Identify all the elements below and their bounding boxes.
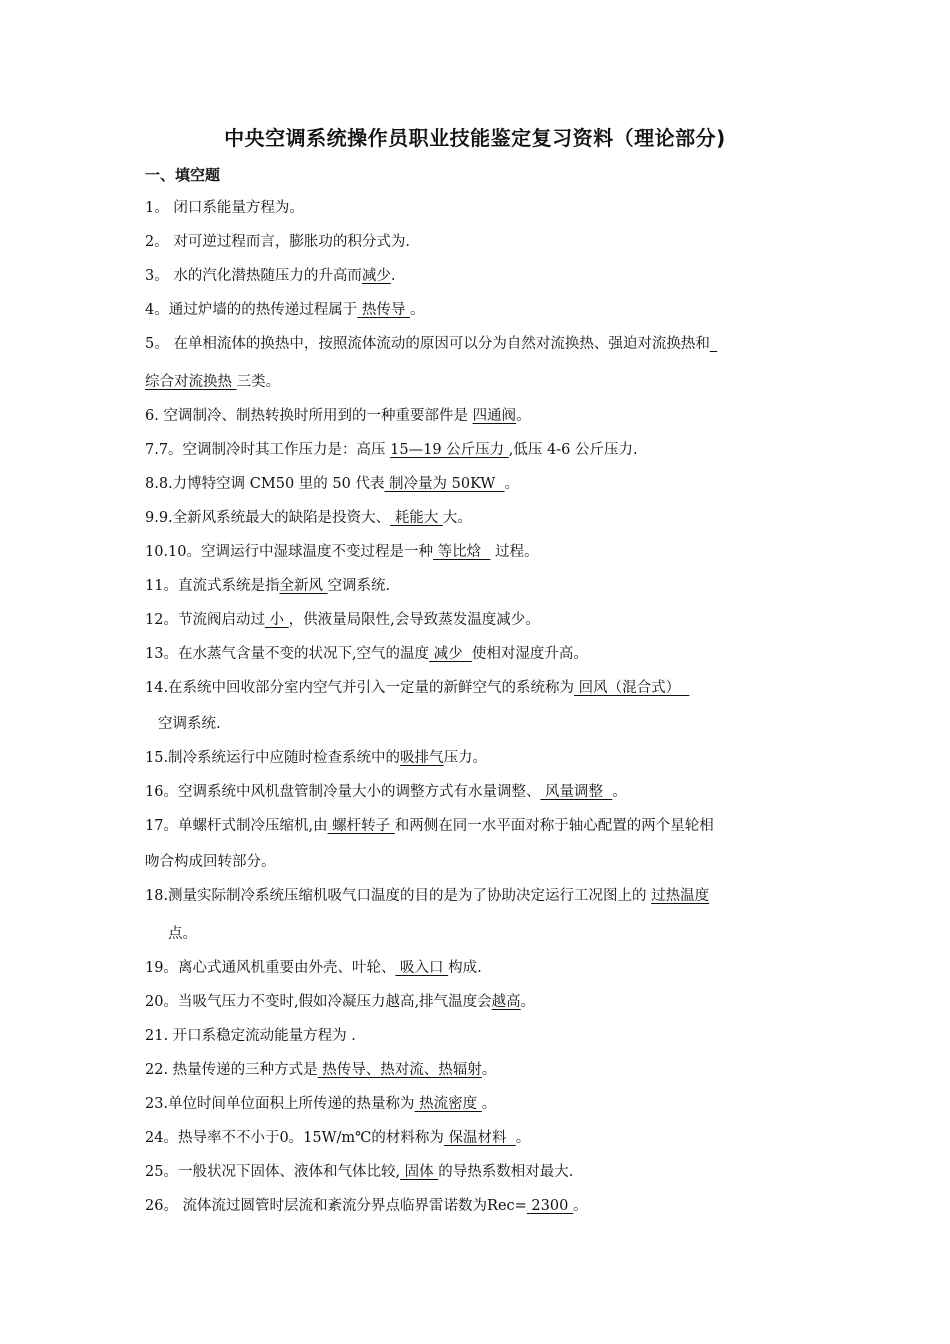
question-line: [145, 372, 815, 392]
question-text: 1。 闭口系能量方程为。: [145, 200, 304, 216]
question-text: 17。单螺杆式制冷压缩机,由: [145, 818, 328, 834]
question-text-suffix: .: [390, 268, 396, 284]
question-text: 18.测量实际制冷系统压缩机吸气口温度的目的是为了协助决定运行工况图上的: [145, 888, 652, 904]
question-text: 24。热导率不不小于0。15W/m℃的材料称为: [145, 1130, 444, 1146]
question-text-suffix: 和两侧在同一水平面对称于轴心配置的两个星轮相: [394, 818, 714, 834]
question-text: 20。当吸气压力不变时,假如冷凝压力越高,排气温度会: [145, 994, 492, 1010]
question-line: [145, 992, 815, 1012]
question-text: 12。节流阀启动过: [145, 612, 265, 628]
question-line: [145, 1094, 815, 1114]
question-text-suffix: 三类。: [236, 374, 281, 390]
question-text: 21. 开口系稳定流动能量方程为 .: [145, 1028, 356, 1044]
question-line: [145, 542, 815, 562]
question-line: [145, 782, 815, 802]
question-text: 点。: [168, 926, 197, 942]
question-text: 15.制冷系统运行中应随时检查系统中的: [145, 750, 401, 766]
question-text: 7.7。空调制冷时其工作压力是：高压: [145, 442, 391, 458]
question-text: 2。 对可逆过程而言，膨胀功的积分式为.: [145, 234, 410, 250]
answer-blank: 吸入口: [395, 960, 449, 976]
answer-blank: 四通阀: [472, 408, 517, 424]
answer-blank: 保温材料: [443, 1130, 516, 1146]
answer-blank: 全新风: [279, 578, 328, 594]
answer-blank: 减少: [429, 646, 472, 662]
answer-blank: 过热温度: [651, 888, 710, 904]
question-line: [145, 1128, 815, 1148]
question-line: [145, 300, 815, 320]
question-text: 16。空调系统中风机盘管制冷量大小的调整方式有水量调整、: [145, 784, 541, 800]
question-text-suffix: 的导热系数相对最大.: [438, 1164, 574, 1180]
question-line: [145, 610, 815, 630]
question-text-suffix: 。: [409, 302, 425, 318]
question-line: [145, 232, 815, 252]
question-text-suffix: ，供液量局限性,会导致蒸发温度减少。: [288, 612, 540, 628]
page-title: 中央空调系统操作员职业技能鉴定复习资料（理论部分): [224, 126, 726, 150]
section-heading: 一、填空题: [145, 166, 221, 184]
question-text-suffix: 。: [572, 1198, 588, 1214]
answer-blank: 热传导、热对流、热辐射: [317, 1062, 482, 1078]
question-text-suffix: 。: [515, 1130, 531, 1146]
question-line: [145, 1196, 815, 1216]
question-text: 11。直流式系统是指: [145, 578, 280, 594]
answer-blank: 热流密度: [414, 1096, 482, 1112]
question-text: 6. 空调制冷、制热转换时所用到的一种重要部件是: [145, 408, 473, 424]
question-line: [158, 714, 828, 734]
answer-blank: 15—19 公斤压力: [390, 442, 509, 458]
question-text-suffix: 构成.: [448, 960, 482, 976]
answer-blank: 2300: [526, 1198, 573, 1214]
answer-blank: 固体: [400, 1164, 439, 1180]
answer-blank: 回风（混合式）: [574, 680, 690, 696]
answer-blank: 越高: [491, 994, 521, 1010]
question-line: [145, 886, 815, 906]
question-text-suffix: ,低压 4-6 公斤压力.: [508, 442, 638, 458]
question-text: 25。一般状况下固体、液体和气体比较,: [145, 1164, 401, 1180]
question-text-suffix: 空调系统.: [327, 578, 391, 594]
question-text: 10.10。空调运行中湿球温度不变过程是一种: [145, 544, 434, 560]
question-text-suffix: 使相对湿度升高。: [471, 646, 588, 662]
question-line: [145, 958, 815, 978]
question-text-suffix: 过程。: [490, 544, 539, 560]
question-text-suffix: 。: [481, 1062, 497, 1078]
question-text-suffix: 。: [516, 408, 531, 424]
question-line: [145, 508, 815, 528]
answer-blank: 耗能大: [390, 510, 443, 526]
question-line: [145, 474, 815, 494]
question-text: 22. 热量传递的三种方式是: [145, 1062, 318, 1078]
question-line: [145, 816, 815, 836]
answer-blank: 风量调整: [540, 784, 613, 800]
question-text: 23.单位时间单位面积上所传递的热量称为: [145, 1096, 415, 1112]
question-line: [145, 748, 815, 768]
question-text-suffix: 。: [612, 784, 627, 800]
question-text-suffix: 。: [520, 994, 536, 1010]
question-text: 9.9.全新风系统最大的缺陷是投资大、: [145, 510, 391, 526]
question-line: [145, 440, 815, 460]
question-text-suffix: 。: [504, 476, 520, 492]
question-line: [145, 198, 815, 218]
question-line: [145, 1060, 815, 1080]
question-text: 19。离心式通风机重要由外壳、叶轮、: [145, 960, 396, 976]
question-text: 14.在系统中回收部分室内空气并引入一定量的新鲜空气的系统称为: [145, 680, 575, 696]
answer-blank: 螺杆转子: [327, 818, 395, 834]
answer-blank: 减少: [361, 268, 391, 284]
answer-blank: 热传导: [357, 302, 410, 318]
answer-blank: 吸排气: [400, 750, 444, 766]
question-line: [145, 334, 815, 354]
question-text: 吻合构成回转部分。: [145, 854, 276, 870]
question-text: 13。在水蒸气含量不变的状况下,空气的温度: [145, 646, 430, 662]
question-text-suffix: 压力。: [443, 750, 488, 766]
question-line: [145, 1162, 815, 1182]
question-line: [145, 266, 815, 286]
answer-blank: 综合对流换热: [145, 374, 237, 390]
answer-blank: 小: [264, 612, 289, 628]
question-line: [145, 406, 815, 426]
question-text: 26。 流体流过圆管时层流和紊流分界点临界雷诺数为Rec=: [145, 1198, 527, 1214]
question-text: 5。 在单相流体的换热中，按照流体流动的原因可以分为自然对流换热、强迫对流换热和: [145, 336, 710, 352]
answer-blank: 等比焓: [433, 544, 491, 560]
question-text: 8.8.力博特空调 CM50 里的 50 代表: [145, 476, 385, 492]
question-text: 空调系统.: [158, 716, 221, 732]
question-text: 3。 水的汽化潜热随压力的升高而: [145, 268, 362, 284]
answer-blank: _: [709, 336, 718, 352]
question-text-suffix: 大。: [442, 510, 472, 526]
question-line: [145, 644, 815, 664]
question-line: [168, 924, 838, 944]
question-text: 4。通过炉墙的的热传递过程属于: [145, 302, 358, 318]
answer-blank: 制冷量为 50KW: [384, 476, 505, 492]
question-line: [145, 576, 815, 596]
question-line: [145, 678, 815, 698]
question-line: [145, 1026, 815, 1046]
question-line: [145, 852, 815, 872]
question-text-suffix: 。: [481, 1096, 497, 1112]
